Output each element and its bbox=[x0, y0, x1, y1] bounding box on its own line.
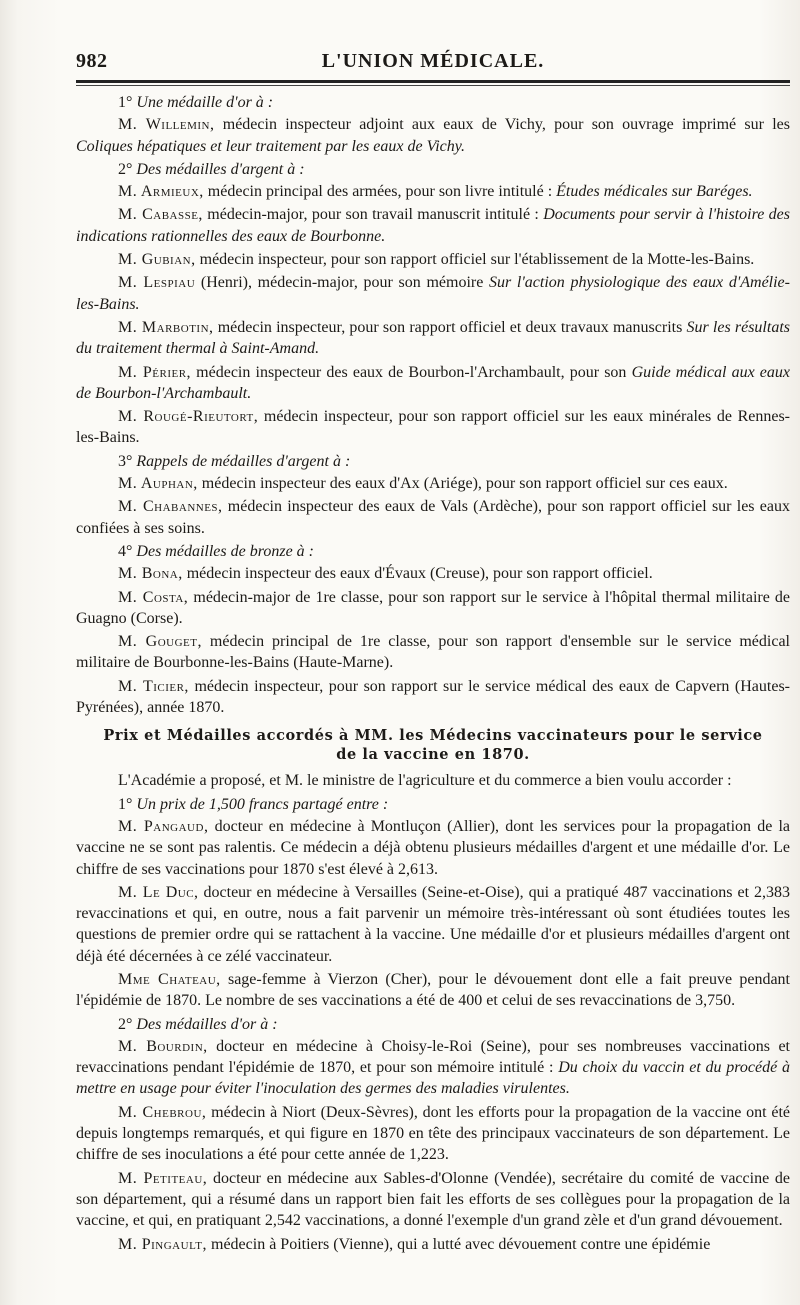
header-rule bbox=[76, 80, 790, 83]
paragraph: M. Chabannes, médecin inspecteur des eaux de Vals (Ardèche), pour son rapport officiel sur les eaux confiées à ses soins. bbox=[76, 498, 790, 537]
person-name: M. Bourdin, bbox=[118, 1037, 208, 1055]
person-name: M. Pangaud, bbox=[118, 817, 209, 835]
person-name: M. Willemin, bbox=[118, 116, 215, 134]
section-title-line-1: Prix et Médailles accordés à MM. les Médecins vaccinateurs pour le service bbox=[103, 727, 763, 745]
list-heading: 1° Une médaille d'or à : bbox=[118, 94, 274, 111]
paragraph: M. Périer, médecin inspecteur des eaux de Bourbon-l'Archambault, pour son Guide médical aux eaux de Bourbon-l'Archambault. bbox=[76, 363, 791, 402]
article-body bbox=[76, 92, 790, 1257]
person-name: M. Auphan, bbox=[118, 475, 198, 493]
list-heading: 2° Des médailles d'argent à : bbox=[118, 160, 305, 178]
paragraph: M. Ticier, médecin inspecteur, pour son rapport sur le service médical des eaux de Capvern (Hautes-Pyrénées), année 1870. bbox=[76, 677, 790, 717]
person-name: M. Costa, bbox=[118, 588, 189, 606]
person-name: M. Cabasse, bbox=[118, 206, 203, 224]
paragraph: M. Chebrou, médecin à Niort (Deux-Sèvres), dont les efforts pour la propagation de la vaccine ont été depuis longtemps remarqués, et qui figure en 1870 en tête des principaux vaccinateurs de son département. Le chiffre de ses inoculations a été pour cette année de 1,223. bbox=[76, 1103, 790, 1164]
person-name: M. Chebrou, bbox=[118, 1103, 207, 1121]
paragraph: Mme Chateau, sage-femme à Vierzon (Cher), pour le dévouement dont elle a fait preuve pendant l'épidémie de 1870. Le nombre de ses vaccinations a été de 400 et celui de ses revaccinations de 3,750. bbox=[76, 970, 790, 1010]
header-rule-thin bbox=[76, 85, 790, 86]
person-name: M. Le Duc, bbox=[118, 883, 199, 901]
person-name: M. Gouget, bbox=[118, 633, 202, 651]
paragraph: M. Pangaud, docteur en médecine à Montluçon (Allier), dont les services pour la propagation de la vaccine ne se sont pas ralentis. Ce médecin a déjà obtenu plusieurs médailles d'argent et une médaille d'or. Le chiffre de ses vaccinations pour 1870 s'est élevé à 2,613. bbox=[76, 817, 790, 878]
page-number: 982 bbox=[76, 50, 108, 72]
running-title: L'UNION MÉDICALE. bbox=[321, 50, 545, 72]
person-name: M. Rougé-Rieutort, bbox=[118, 408, 259, 426]
person-name: M. Gubian, bbox=[118, 251, 196, 269]
paragraph: M. Willemin, médecin inspecteur adjoint aux eaux de Vichy, pour son ouvrage imprimé sur les Coliques hépatiques et leur traitement par les eaux de Vichy. bbox=[76, 116, 790, 155]
paragraph: M. Bona, médecin inspecteur des eaux d'Évaux (Creuse), pour son rapport officiel. bbox=[118, 565, 653, 583]
paragraph: M. Rougé-Rieutort, médecin inspecteur, pour son rapport officiel sur les eaux minérales de Rennes-les-Bains. bbox=[76, 408, 790, 447]
paragraph: M. Bourdin, docteur en médecine à Choisy-le-Roi (Seine), pour ses nombreuses vaccinations et revaccinations pendant l'épidémie de 1870, et pour son mémoire intitulé : Du choix du vaccin et du procédé à mettre en usage pour éviter l'inoculation des germes des maladies virulentes. bbox=[76, 1037, 791, 1098]
paragraph: M. Marbotin, médecin inspecteur, pour son rapport officiel et deux travaux manuscrits Sur les résultats du traitement thermal à Saint-Amand. bbox=[76, 318, 790, 358]
person-name: Mme Chateau, bbox=[118, 970, 221, 988]
paragraph: M. Lespiau (Henri), médecin-major, pour son mémoire Sur l'action physiologique des eaux d'Amélie-les-Bains. bbox=[76, 274, 790, 313]
list-heading: 4° Des médailles de bronze à : bbox=[118, 542, 314, 560]
paragraph: L'Académie a proposé, et M. le ministre de l'agriculture et du commerce a bien voulu accorder : bbox=[118, 772, 732, 790]
person-name: M. Marbotin, bbox=[118, 318, 214, 336]
person-name: M. Pingault, bbox=[118, 1235, 207, 1253]
paragraph: M. Gouget, médecin principal de 1re classe, pour son rapport d'ensemble sur le service médical militaire de Bourbonne-les-Bains (Haute-Marne). bbox=[76, 633, 790, 672]
section-title-line-2: de la vaccine en 1870. bbox=[336, 746, 530, 764]
paragraph: M. Cabasse, médecin-major, pour son travail manuscrit intitulé : Documents pour servir à l'histoire des indications rationnelles des eaux de Bourbonne. bbox=[76, 206, 791, 245]
person-name: M. Chabannes, bbox=[118, 498, 223, 516]
section-title bbox=[76, 726, 790, 764]
person-name: M. Bona, bbox=[118, 565, 183, 583]
list-heading: 2° Des médailles d'or à : bbox=[118, 1015, 278, 1033]
paragraph: M. Le Duc, docteur en médecine à Versailles (Seine-et-Oise), qui a pratiqué 487 vaccinations et 2,383 revaccinations et qui, en outre, nous a fait parvenir un mémoire très-intéressant où sont étudiées toutes les questions de premier ordre qui se rattachent à la vaccine. Une médaille d'or et plusieurs médailles d'argent ont déjà été décernées à ce zélé vaccinateur. bbox=[76, 883, 791, 965]
paragraph: M. Costa, médecin-major de 1re classe, pour son rapport sur le service à l'hôpital thermal militaire de Guagno (Corse). bbox=[76, 588, 791, 627]
paragraph: M. Armieux, médecin principal des armées, pour son livre intitulé : Études médicales sur Baréges. bbox=[118, 183, 753, 201]
person-name: M. Lespiau bbox=[118, 274, 196, 292]
person-name: M. Ticier, bbox=[118, 677, 189, 695]
paragraph: M. Pingault, médecin à Poitiers (Vienne), qui a lutté avec dévouement contre une épidémie bbox=[118, 1235, 711, 1253]
paragraph: M. Gubian, médecin inspecteur, pour son rapport officiel sur l'établissement de la Motte-les-Bains. bbox=[118, 251, 755, 269]
paragraph: M. Auphan, médecin inspecteur des eaux d'Ax (Ariége), pour son rapport officiel sur ces eaux. bbox=[118, 475, 728, 493]
person-name: M. Armieux, bbox=[118, 183, 204, 201]
person-name: M. Périer, bbox=[118, 363, 192, 381]
paragraph: M. Petiteau, docteur en médecine aux Sables-d'Olonne (Vendée), secrétaire du comité de vaccine de son département, qui a résumé dans un rapport bien fait les efforts de ses collègues pour la propagation de la vaccine, et qui, en pratiquant 2,542 vaccinations, a donné l'exemple d'un grand zèle et d'un grand dévouement. bbox=[76, 1169, 790, 1230]
page-header bbox=[76, 42, 790, 82]
person-name: M. Petiteau, bbox=[118, 1169, 208, 1187]
list-heading: 1° Un prix de 1,500 francs partagé entre : bbox=[118, 795, 389, 813]
list-heading: 3° Rappels de médailles d'argent à : bbox=[118, 452, 351, 470]
